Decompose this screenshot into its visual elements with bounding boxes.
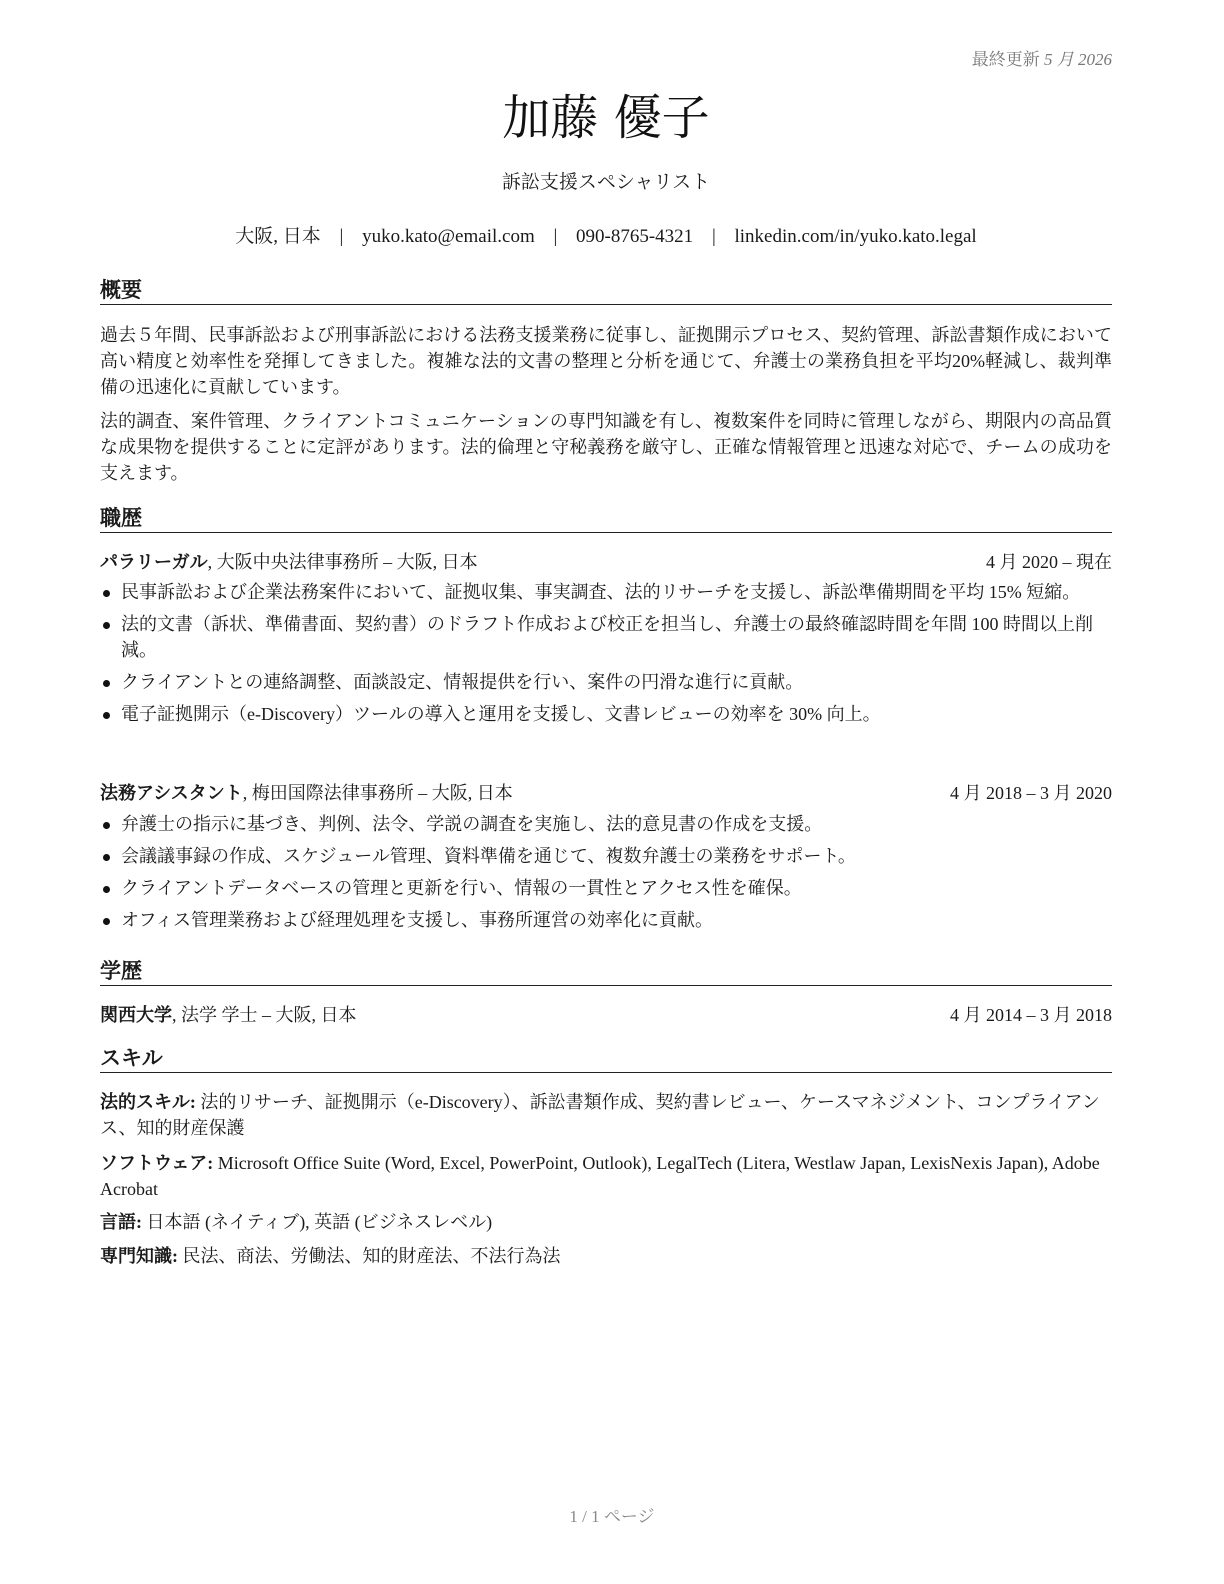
section-title-summary: 概要 (100, 277, 1112, 305)
last-updated-label: 最終更新 (971, 50, 1040, 69)
job-header (100, 781, 1112, 805)
bullet-dot-icon (103, 822, 110, 829)
skill-value: 法的リサーチ、証拠開示（e-Discovery）、訴訟書類作成、契約書レビュー、ケースマネジメント、コンプライアンス、知的財産保護 (100, 1092, 1100, 1138)
skill-label: 言語: (100, 1212, 142, 1232)
contact-email[interactable]: yuko.kato@email.com (362, 226, 535, 247)
job-bullet-text: 法的文書（訴状、準備書面、契約書）のドラフト作成および校正を担当し、弁護士の最終確認時間を年間 100 時間以上削減。 (121, 614, 1093, 660)
summary-paragraph: 法的調査、案件管理、クライアントコミュニケーションの専門知識を有し、複数案件を同時に管理しながら、期限内の高品質な成果物を提供することに定評があります。法的倫理と守秘義務を厳守し、正確な情報管理と迅速な対応で、チームの成功を支えます。 (100, 411, 1112, 483)
job-organization: , 梅田国際法律事務所 – 大阪, 日本 (242, 783, 513, 803)
education-detail: , 法学 学士 – 大阪, 日本 (172, 1005, 357, 1025)
page-indicator: 1 / 1 ページ (569, 1507, 655, 1526)
job-bullet-list (100, 579, 1112, 733)
education-dates: 4 月 2014 – 3 月 2018 (950, 1005, 1112, 1025)
candidate-name: 加藤 優子 (502, 90, 710, 146)
skill-label: 法的スキル: (100, 1092, 196, 1112)
skill-label: ソフトウェア: (100, 1153, 214, 1173)
skill-row (100, 1089, 1112, 1141)
skill-value: Microsoft Office Suite (Word, Excel, PowerPoint, Outlook), LegalTech (Litera, Westlaw Japan, LexisNexis Japan), Adobe Acrobat (100, 1153, 1100, 1199)
job-dates: 4 月 2018 – 3 月 2020 (950, 783, 1112, 803)
job-position: 法務アシスタント (100, 783, 243, 803)
summary-paragraph: 過去５年間、民事訴訟および刑事訴訟における法務支援業務に従事し、証拠開示プロセス、契約管理、訴訟書類作成において高い精度と効率性を発揮してきました。複雑な法的文書の整理と分析を通じて、弁護士の業務負担を平均20%軽減し、裁判準備の迅速化に貢献しています。 (100, 325, 1112, 397)
bullet-dot-icon (103, 712, 110, 719)
job-bullet (100, 843, 1112, 869)
skill-label: 専門知識: (100, 1246, 178, 1266)
bullet-dot-icon (103, 590, 110, 597)
section-title-experience: 職歴 (100, 505, 1112, 533)
bullet-dot-icon (103, 918, 110, 925)
job-dates: 4 月 2020 – 現在 (986, 552, 1112, 572)
contact-location: 大阪, 日本 (235, 226, 321, 247)
job-bullet-text: 弁護士の指示に基づき、判例、法令、学説の調査を実施し、法的意見書の作成を支援。 (121, 814, 823, 834)
job-bullet (100, 611, 1112, 663)
skill-row (100, 1209, 1112, 1235)
education-school: 関西大学 (100, 1005, 172, 1025)
job-bullet (100, 811, 1112, 837)
contact-separator: | (711, 226, 716, 247)
contact-separator: | (553, 226, 558, 247)
job-position: パラリーガル (100, 552, 208, 572)
job-bullet-list (100, 811, 1112, 939)
section-title-education: 学歴 (100, 958, 1112, 986)
job-bullet (100, 669, 1112, 695)
job-bullet-text: 電子証拠開示（e-Discovery）ツールの導入と運用を支援し、文書レビューの効率を 30% 向上。 (121, 704, 881, 724)
bullet-dot-icon (103, 680, 110, 687)
contact-linkedin[interactable]: linkedin.com/in/yuko.kato.legal (734, 226, 977, 247)
bullet-dot-icon (103, 854, 110, 861)
job-bullet-text: クライアントとの連絡調整、面談設定、情報提供を行い、案件の円滑な進行に貢献。 (121, 672, 804, 692)
section-title-skills: スキル (100, 1045, 1112, 1073)
job-organization: , 大阪中央法律事務所 – 大阪, 日本 (207, 552, 478, 572)
bullet-dot-icon (103, 622, 110, 629)
job-bullet-text: オフィス管理業務および経理処理を支援し、事務所運営の効率化に貢献。 (121, 910, 714, 930)
job-bullet-text: クライアントデータベースの管理と更新を行い、情報の一貫性とアクセス性を確保。 (121, 878, 802, 898)
education-entry (100, 1003, 1112, 1027)
job-bullet-text: 民事訴訟および企業法務案件において、証拠収集、事実調査、法的リサーチを支援し、訴訟準備期間を平均 15% 短縮。 (121, 582, 1081, 602)
skill-row (100, 1243, 1112, 1269)
contact-phone: 090-8765-4321 (576, 226, 694, 247)
candidate-role: 訴訟支援スペシャリスト (501, 172, 711, 193)
skill-value: 日本語 (ネイティブ), 英語 (ビジネスレベル) (142, 1212, 493, 1232)
job-bullet (100, 579, 1112, 605)
job-header (100, 550, 1112, 574)
bullet-dot-icon (103, 886, 110, 893)
contact-separator: | (339, 226, 344, 247)
job-bullet (100, 907, 1112, 933)
job-bullet (100, 875, 1112, 901)
contact-line (100, 225, 1112, 249)
skill-row (100, 1150, 1112, 1202)
skill-value: 民法、商法、労働法、知的財産法、不法行為法 (178, 1246, 561, 1266)
last-updated (972, 45, 1112, 70)
last-updated-value: 5 月 2026 (1044, 50, 1112, 69)
job-bullet-text: 会議議事録の作成、スケジュール管理、資料準備を通じて、複数弁護士の業務をサポート。 (121, 846, 856, 866)
job-bullet (100, 701, 1112, 727)
